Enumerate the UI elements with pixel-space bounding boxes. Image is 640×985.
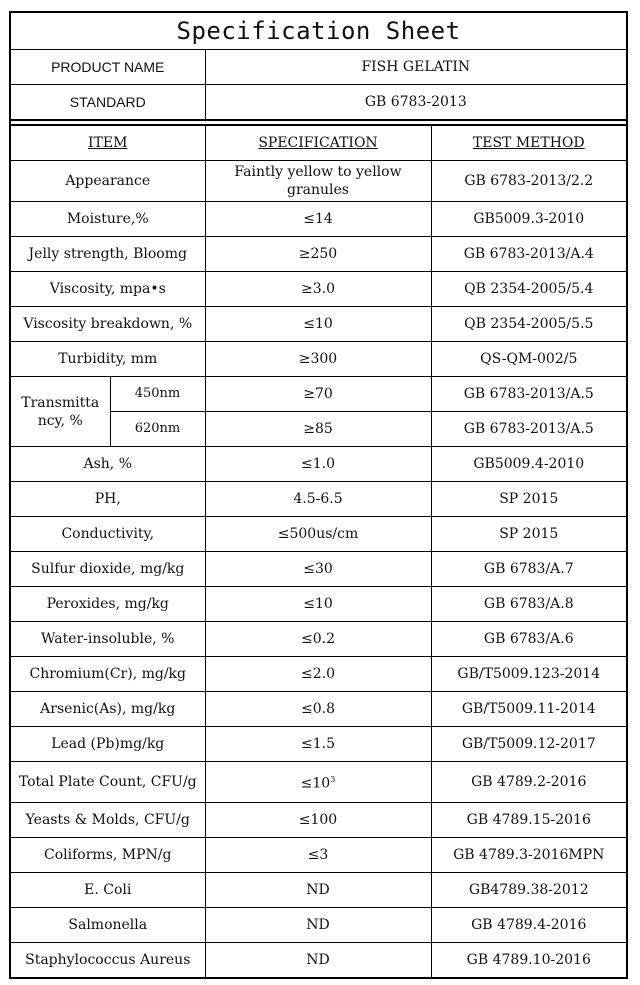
spec-cell: 4.5-6.5 [205, 482, 431, 517]
spec-cell: ≤3 [205, 838, 431, 873]
spec-cell: ≥3.0 [205, 272, 431, 307]
item-cell: Water-insoluble, % [10, 622, 205, 657]
table-row [10, 517, 627, 552]
method-cell: GB 6783-2013/A.4 [431, 237, 627, 272]
table-row [10, 307, 627, 342]
table-row [10, 482, 627, 517]
table-row [10, 447, 627, 482]
method-cell: GB 4789.15-2016 [431, 803, 627, 838]
item-cell: Jelly strength, Bloomg [10, 237, 205, 272]
product-name-label: PRODUCT NAME [10, 50, 205, 85]
method-cell: GB 4789.3-2016MPN [431, 838, 627, 873]
wavelength-cell: 450nm [110, 377, 205, 412]
method-cell: SP 2015 [431, 482, 627, 517]
spec-cell: ≤0.2 [205, 622, 431, 657]
table-row [10, 803, 627, 838]
spec-cell: ≥70 [205, 377, 431, 412]
spec-cell: ≤0.8 [205, 692, 431, 727]
table-row [10, 762, 627, 803]
item-cell: Ash, % [10, 447, 205, 482]
table-row [10, 587, 627, 622]
table-row [10, 873, 627, 908]
column-header-spec: SPECIFICATION [205, 125, 431, 161]
item-cell: Lead (Pb)mg/kg [10, 727, 205, 762]
method-cell: GB5009.3-2010 [431, 202, 627, 237]
item-cell: Appearance [10, 161, 205, 202]
table-row [10, 202, 627, 237]
table-row [10, 622, 627, 657]
item-cell: Turbidity, mm [10, 342, 205, 377]
spec-cell: ≤2.0 [205, 657, 431, 692]
spec-cell: ≥85 [205, 412, 431, 447]
product-name-value: FISH GELATIN [205, 50, 627, 85]
item-cell: Viscosity breakdown, % [10, 307, 205, 342]
table-row [10, 377, 627, 412]
table-row [10, 657, 627, 692]
spec-cell: ≥250 [205, 237, 431, 272]
spec-cell: Faintly yellow to yellow granules [205, 161, 431, 202]
spec-cell: ≥300 [205, 342, 431, 377]
spec-cell: ≤30 [205, 552, 431, 587]
method-cell: GB 6783/A.7 [431, 552, 627, 587]
spec-cell: ≤10 [205, 587, 431, 622]
spec-cell: ≤1.5 [205, 727, 431, 762]
item-cell: Arsenic(As), mg/kg [10, 692, 205, 727]
method-cell: GB/T5009.11-2014 [431, 692, 627, 727]
method-cell: QS-QM-002/5 [431, 342, 627, 377]
method-cell: GB 6783-2013/2.2 [431, 161, 627, 202]
method-cell: GB4789.38-2012 [431, 873, 627, 908]
item-cell: Total Plate Count, CFU/g [10, 762, 205, 803]
method-cell: GB 4789.2-2016 [431, 762, 627, 803]
table-row [10, 908, 627, 943]
page-title: Specification Sheet [10, 12, 627, 50]
method-cell: GB 4789.10-2016 [431, 943, 627, 979]
method-cell: QB 2354-2005/5.4 [431, 272, 627, 307]
wavelength-cell: 620nm [110, 412, 205, 447]
item-cell: Yeasts & Molds, CFU/g [10, 803, 205, 838]
method-cell: GB 4789.4-2016 [431, 908, 627, 943]
transmittance-item-cell: Transmitta ncy, % [10, 377, 110, 447]
standard-value: GB 6783-2013 [205, 85, 627, 121]
table-row [10, 943, 627, 979]
method-cell: GB 6783/A.6 [431, 622, 627, 657]
specification-sheet [9, 11, 626, 979]
item-cell: Conductivity, [10, 517, 205, 552]
spec-cell: ND [205, 873, 431, 908]
item-cell: Sulfur dioxide, mg/kg [10, 552, 205, 587]
method-cell: SP 2015 [431, 517, 627, 552]
spec-cell: ND [205, 908, 431, 943]
item-cell: Salmonella [10, 908, 205, 943]
spec-cell: ND [205, 943, 431, 979]
method-cell: GB5009.4-2010 [431, 447, 627, 482]
table-row [10, 237, 627, 272]
spec-cell: ≤10 [205, 307, 431, 342]
table-row [10, 838, 627, 873]
standard-label: STANDARD [10, 85, 205, 121]
method-cell: GB/T5009.123-2014 [431, 657, 627, 692]
spec-cell: ≤100 [205, 803, 431, 838]
spec-cell: ≤1.0 [205, 447, 431, 482]
item-cell: Coliforms, MPN/g [10, 838, 205, 873]
column-header-item: ITEM [10, 125, 205, 161]
spec-cell: ≤500us/cm [205, 517, 431, 552]
method-cell: GB/T5009.12-2017 [431, 727, 627, 762]
spec-cell: ≤14 [205, 202, 431, 237]
table-row [10, 342, 627, 377]
item-cell: Viscosity, mpa•s [10, 272, 205, 307]
spec-table [9, 11, 628, 979]
table-row [10, 272, 627, 307]
item-cell: Moisture,% [10, 202, 205, 237]
method-cell: GB 6783-2013/A.5 [431, 377, 627, 412]
method-cell: GB 6783-2013/A.5 [431, 412, 627, 447]
item-cell: Chromium(Cr), mg/kg [10, 657, 205, 692]
item-cell: E. Coli [10, 873, 205, 908]
table-row [10, 552, 627, 587]
column-header-method: TEST METHOD [431, 125, 627, 161]
item-cell: PH, [10, 482, 205, 517]
item-cell: Staphylococcus Aureus [10, 943, 205, 979]
item-cell: Peroxides, mg/kg [10, 587, 205, 622]
method-cell: QB 2354-2005/5.5 [431, 307, 627, 342]
spec-cell: $\le 10^3$ [205, 762, 431, 803]
table-row [10, 692, 627, 727]
table-row [10, 161, 627, 202]
method-cell: GB 6783/A.8 [431, 587, 627, 622]
table-row [10, 727, 627, 762]
